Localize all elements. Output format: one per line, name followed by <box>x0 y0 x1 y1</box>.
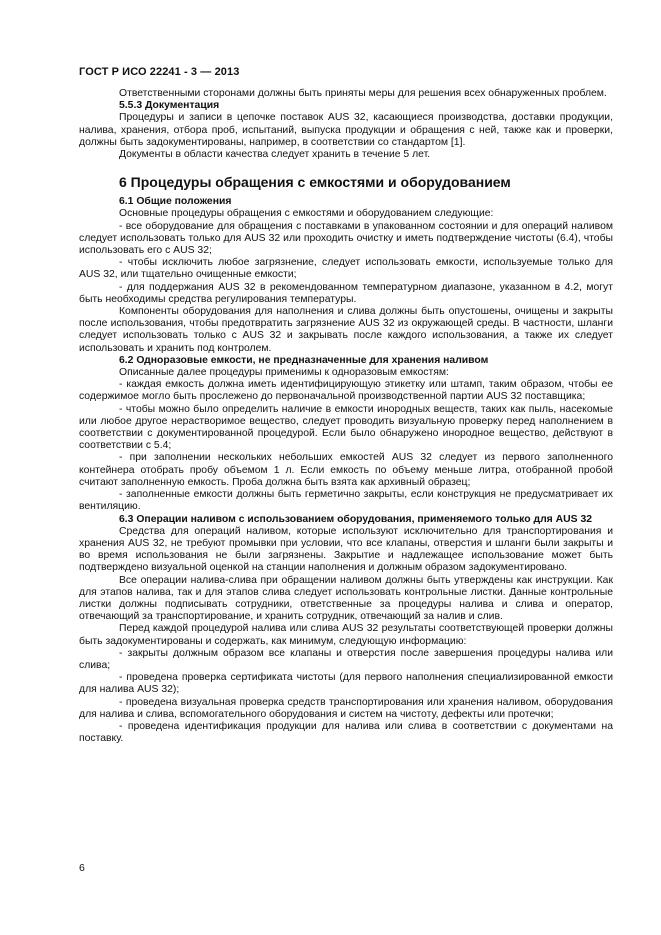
list-item: - при заполнении нескольких небольших емкостей AUS 32 следует из первого заполненного контейнера отобрать пробу объемом 1 л. Если емкость по объему меньше литра, отобранной пробой считают заполненную емкость. Проба должна быть взята как архивный образец; <box>79 452 613 488</box>
paragraph: Документы в области качества следует хранить в течение 5 лет. <box>119 149 431 161</box>
subsection-heading-5-5-3: 5.5.3 Документация <box>119 100 220 112</box>
paragraph: Процедуры и записи в цепочке поставок AUS 32, касающиеся производства, доставки продукции, налива, хранения, отбора проб, испытаний, выпуска продукции и обращения с ней, также как и проверки, должны быть задокументированы, например, в соответствии со стандартом [1]. <box>79 112 613 148</box>
list-item: - чтобы можно было определить наличие в емкости инородных веществ, таких как пыль, насекомые или любое другое нерастворимое вещество, следует проводить визуальную проверку перед наполнением в соответствии с документированной процедурой. Если было обнаружено инородное вещество, действуют в соответствии с 5.4; <box>79 403 613 452</box>
paragraph: Ответственными сторонами должны быть приняты меры для решения всех обнаруженных проблем. <box>119 88 607 99</box>
list-item: - все оборудование для обращения с поставками в упакованном состоянии и для операций наливом следует использовать только для AUS 32 или проходить очистку и иметь подтверждение чистоты (6.4), чтобы использовать его с AUS 32; <box>79 220 613 257</box>
paragraph: Описанные далее процедуры применимы к одноразовым емкостям: <box>119 367 449 379</box>
paragraph: Основные процедуры обращения с емкостями и оборудованием следующие: <box>119 208 494 220</box>
list-item: - каждая емкость должна иметь идентифицирующую этикетку или штамп, таким образом, чтобы ее содержимое могло быть прослежено до первоначальной производственной партии AUS 32 поставщика; <box>79 379 613 403</box>
subsection-heading-6-2: 6.2 Одноразовые емкости, не предназначенные для хранения наливом <box>119 354 489 366</box>
subsection-heading-6-1: 6.1 Общие положения <box>119 196 232 208</box>
list-item: - для поддержания AUS 32 в рекомендованном температурном диапазоне, указанном в 4.2, могут быть необходимы средства регулирования температуры. <box>79 281 613 305</box>
list-item: - заполненные емкости должны быть герметично закрыты, если конструкция не предусматривает их вентиляцию. <box>79 489 613 513</box>
paragraph: Перед каждой процедурой налива или слива AUS 32 результаты соответствующей проверки должны быть задокументированы и содержать, как минимум, следующую информацию: <box>79 623 613 647</box>
page-number: 6 <box>79 862 85 874</box>
list-item: - проведена идентификация продукции для налива или слива в соответствии с документами на поставку. <box>79 720 613 745</box>
list-item: - проведена визуальная проверка средств транспортирования или хранения наливом, оборудования для налива и слива, вспомогательного оборудования и систем на чистоту, дефекты или протечки; <box>79 696 613 720</box>
paragraph: Компоненты оборудования для наполнения и слива должны быть опустошены, очищены и закрыты после использования, чтобы предотвратить загрязнение AUS 32 из окружающей среды. В частности, шланги следует использовать только с AUS 32 и закрывать после каждого использования, а также их следует использовать и хранить под контролем. <box>79 306 613 354</box>
list-item: - проведена проверка сертификата чистоты (для первого наполнения специализированной емкости для налива AUS 32); <box>79 672 613 696</box>
section-heading-6: 6 Процедуры обращения с емкостями и оборудованием <box>119 174 511 191</box>
body-text <box>79 88 613 745</box>
document-header: ГОСТ Р ИСО 22241 - 3 — 2013 <box>79 66 240 78</box>
paragraph: Средства для операций наливом, которые используют исключительно для транспортирования и хранения AUS 32, не требуют промывки при условии, что все клапаны, отверстия и шланги были закрыты и во время использования не были загрязнены. Закрытие и надлежащее использование может быть подтверждено визуальной оценкой на станции наполнения и должным образом задокументировано. <box>79 525 613 574</box>
subsection-heading-6-3: 6.3 Операции наливом с использованием оборудования, применяемого только для AUS 32 <box>119 513 593 525</box>
list-item: - закрыты должным образом все клапаны и отверстия после завершения процедуры налива или слива; <box>79 647 613 671</box>
list-item: - чтобы исключить любое загрязнение, следует использовать емкости, используемые только для AUS 32, или тщательно очищенные емкости; <box>79 257 613 281</box>
paragraph: Все операции налива-слива при обращении наливом должны быть утверждены как инструкции. Как для этапов налива, так и для этапов слива следует использовать контрольные листки. Данные контрольные листки должны подписывать сотрудники, ответственные за процедуры налива и слива и оператор, отвечающий за транспортирование, и хранить сотрудник, отвечающий за налив и слив. <box>79 574 613 623</box>
